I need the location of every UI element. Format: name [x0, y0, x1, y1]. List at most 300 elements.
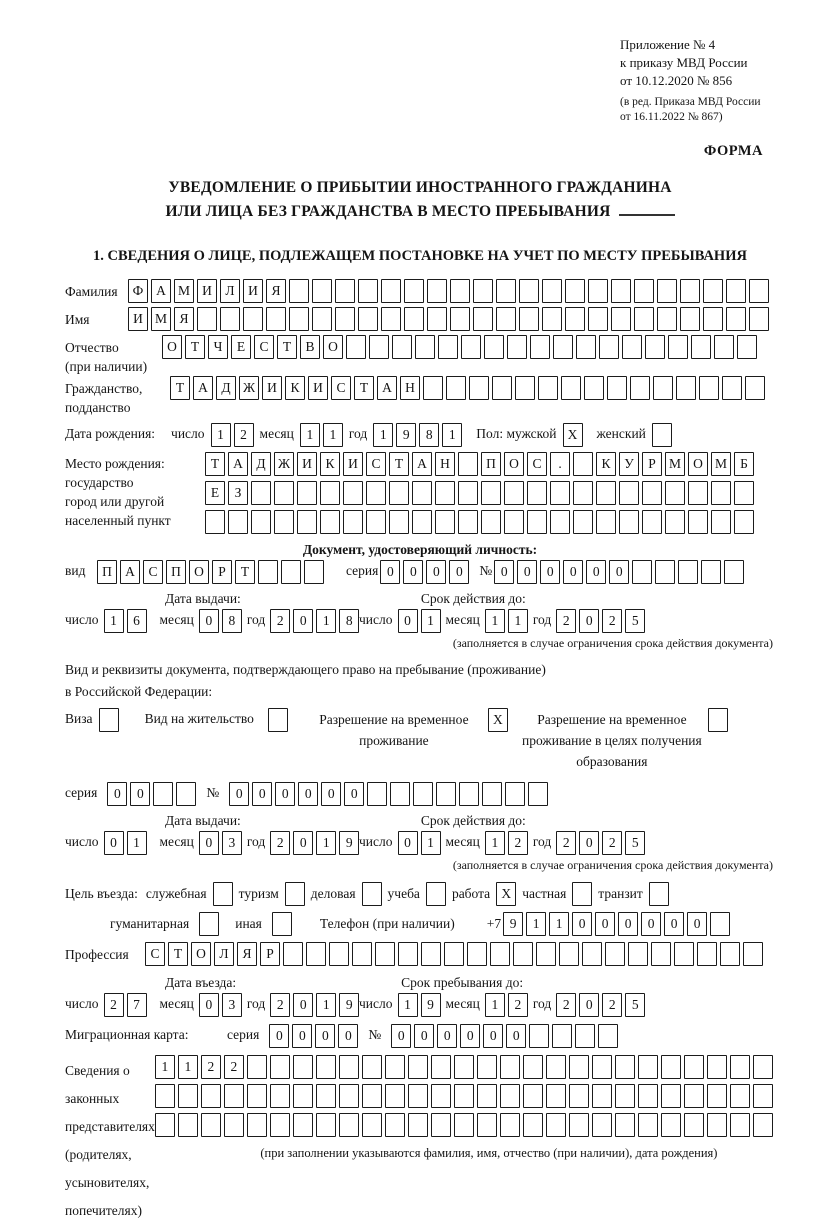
- permit-series-boxes[interactable]: [107, 782, 196, 806]
- char-box[interactable]: [655, 560, 675, 584]
- char-box[interactable]: [178, 1113, 198, 1137]
- char-box[interactable]: [459, 782, 479, 806]
- char-box[interactable]: [385, 1084, 405, 1108]
- char-box[interactable]: [588, 307, 608, 331]
- char-box[interactable]: [329, 942, 349, 966]
- char-box[interactable]: [496, 279, 516, 303]
- char-box[interactable]: [632, 560, 652, 584]
- char-box[interactable]: [661, 1084, 681, 1108]
- char-box[interactable]: [599, 335, 619, 359]
- id-issue-year-boxes[interactable]: [270, 609, 359, 633]
- char-box[interactable]: И: [128, 307, 148, 331]
- char-box[interactable]: [392, 335, 412, 359]
- char-box[interactable]: 0: [292, 1024, 312, 1048]
- mig-series-boxes[interactable]: [269, 1024, 358, 1048]
- id-valid-month-boxes[interactable]: [485, 609, 528, 633]
- char-box[interactable]: 0: [298, 782, 318, 806]
- char-box[interactable]: [573, 481, 593, 505]
- char-box[interactable]: К: [596, 452, 616, 476]
- purpose-transit-checkbox[interactable]: [649, 882, 669, 906]
- char-box[interactable]: [427, 279, 447, 303]
- purpose-tourism-checkbox[interactable]: [285, 882, 305, 906]
- purpose-study-checkbox[interactable]: [426, 882, 446, 906]
- char-box[interactable]: 1: [155, 1055, 175, 1079]
- char-box[interactable]: [99, 708, 119, 732]
- char-box[interactable]: О: [688, 452, 708, 476]
- char-box[interactable]: А: [151, 279, 171, 303]
- purpose-other-checkbox[interactable]: [272, 912, 292, 936]
- char-box[interactable]: [743, 942, 763, 966]
- purpose-private-checkbox[interactable]: [572, 882, 592, 906]
- char-box[interactable]: [684, 1084, 704, 1108]
- char-box[interactable]: [398, 942, 418, 966]
- char-box[interactable]: [199, 912, 219, 936]
- char-box[interactable]: 1: [549, 912, 569, 936]
- char-box[interactable]: П: [166, 560, 186, 584]
- char-box[interactable]: [615, 1084, 635, 1108]
- char-box[interactable]: Н: [435, 452, 455, 476]
- profession-boxes[interactable]: [145, 942, 763, 966]
- char-box[interactable]: [404, 279, 424, 303]
- char-box[interactable]: [507, 335, 527, 359]
- char-box[interactable]: [649, 882, 669, 906]
- stay-month-boxes[interactable]: [485, 993, 528, 1017]
- char-box[interactable]: [573, 510, 593, 534]
- char-box[interactable]: 2: [602, 993, 622, 1017]
- char-box[interactable]: [205, 510, 225, 534]
- char-box[interactable]: [657, 307, 677, 331]
- char-box[interactable]: 9: [503, 912, 523, 936]
- char-box[interactable]: 0: [517, 560, 537, 584]
- char-box[interactable]: [362, 882, 382, 906]
- surname-boxes[interactable]: [128, 279, 769, 303]
- char-box[interactable]: [426, 882, 446, 906]
- char-box[interactable]: 1: [178, 1055, 198, 1079]
- char-box[interactable]: 0: [229, 782, 249, 806]
- char-box[interactable]: [435, 481, 455, 505]
- char-box[interactable]: [369, 335, 389, 359]
- char-box[interactable]: 7: [127, 993, 147, 1017]
- char-box[interactable]: [642, 510, 662, 534]
- char-box[interactable]: [213, 882, 233, 906]
- char-box[interactable]: У: [619, 452, 639, 476]
- char-box[interactable]: 2: [556, 609, 576, 633]
- char-box[interactable]: Д: [216, 376, 236, 400]
- char-box[interactable]: [390, 782, 410, 806]
- char-box[interactable]: [431, 1113, 451, 1137]
- temp-residence-checkbox[interactable]: [488, 708, 508, 732]
- char-box[interactable]: [722, 376, 742, 400]
- char-box[interactable]: [274, 481, 294, 505]
- char-box[interactable]: [366, 481, 386, 505]
- char-box[interactable]: 0: [449, 560, 469, 584]
- char-box[interactable]: [312, 279, 332, 303]
- char-box[interactable]: [435, 510, 455, 534]
- char-box[interactable]: [605, 942, 625, 966]
- char-box[interactable]: Я: [237, 942, 257, 966]
- char-box[interactable]: [536, 942, 556, 966]
- char-box[interactable]: [251, 481, 271, 505]
- char-box[interactable]: [607, 376, 627, 400]
- char-box[interactable]: [708, 708, 728, 732]
- char-box[interactable]: 2: [602, 609, 622, 633]
- char-box[interactable]: 0: [199, 609, 219, 633]
- char-box[interactable]: 0: [687, 912, 707, 936]
- char-box[interactable]: Ф: [128, 279, 148, 303]
- char-box[interactable]: [711, 510, 731, 534]
- char-box[interactable]: 0: [579, 609, 599, 633]
- char-box[interactable]: К: [285, 376, 305, 400]
- char-box[interactable]: [678, 560, 698, 584]
- char-box[interactable]: [680, 307, 700, 331]
- char-box[interactable]: [381, 279, 401, 303]
- char-box[interactable]: 0: [403, 560, 423, 584]
- char-box[interactable]: 2: [270, 609, 290, 633]
- char-box[interactable]: Т: [389, 452, 409, 476]
- char-box[interactable]: 0: [199, 993, 219, 1017]
- char-box[interactable]: [385, 1113, 405, 1137]
- char-box[interactable]: 2: [270, 831, 290, 855]
- char-box[interactable]: [458, 481, 478, 505]
- char-box[interactable]: Т: [170, 376, 190, 400]
- char-box[interactable]: [389, 481, 409, 505]
- char-box[interactable]: С: [143, 560, 163, 584]
- char-box[interactable]: [653, 376, 673, 400]
- char-box[interactable]: [272, 912, 292, 936]
- char-box[interactable]: [381, 307, 401, 331]
- char-box[interactable]: [258, 560, 278, 584]
- char-box[interactable]: [454, 1113, 474, 1137]
- permit-issue-year-boxes[interactable]: [270, 831, 359, 855]
- char-box[interactable]: [312, 307, 332, 331]
- char-box[interactable]: [753, 1055, 773, 1079]
- char-box[interactable]: И: [297, 452, 317, 476]
- char-box[interactable]: 0: [563, 560, 583, 584]
- char-box[interactable]: [247, 1084, 267, 1108]
- char-box[interactable]: [707, 1055, 727, 1079]
- char-box[interactable]: [530, 335, 550, 359]
- char-box[interactable]: [576, 335, 596, 359]
- char-box[interactable]: [500, 1055, 520, 1079]
- char-box[interactable]: П: [481, 452, 501, 476]
- char-box[interactable]: [753, 1084, 773, 1108]
- char-box[interactable]: [293, 1084, 313, 1108]
- char-box[interactable]: [415, 335, 435, 359]
- char-box[interactable]: [569, 1113, 589, 1137]
- char-box[interactable]: С: [527, 452, 547, 476]
- char-box[interactable]: С: [254, 335, 274, 359]
- char-box[interactable]: 0: [579, 993, 599, 1017]
- char-box[interactable]: [553, 335, 573, 359]
- char-box[interactable]: [504, 481, 524, 505]
- char-box[interactable]: М: [151, 307, 171, 331]
- char-box[interactable]: 0: [398, 831, 418, 855]
- char-box[interactable]: Т: [277, 335, 297, 359]
- entry-year-boxes[interactable]: [270, 993, 359, 1017]
- char-box[interactable]: 1: [373, 423, 393, 447]
- char-box[interactable]: 3: [222, 993, 242, 1017]
- char-box[interactable]: [412, 510, 432, 534]
- birth-month-boxes[interactable]: [300, 423, 343, 447]
- char-box[interactable]: [665, 510, 685, 534]
- char-box[interactable]: [316, 1084, 336, 1108]
- char-box[interactable]: [454, 1084, 474, 1108]
- char-box[interactable]: [523, 1113, 543, 1137]
- char-box[interactable]: [523, 1084, 543, 1108]
- char-box[interactable]: [505, 782, 525, 806]
- char-box[interactable]: [665, 481, 685, 505]
- char-box[interactable]: [749, 279, 769, 303]
- char-box[interactable]: 0: [391, 1024, 411, 1048]
- char-box[interactable]: 1: [485, 609, 505, 633]
- char-box[interactable]: 0: [595, 912, 615, 936]
- char-box[interactable]: [513, 942, 533, 966]
- char-box[interactable]: [572, 882, 592, 906]
- permit-number-boxes[interactable]: [229, 782, 548, 806]
- char-box[interactable]: 0: [380, 560, 400, 584]
- char-box[interactable]: [481, 481, 501, 505]
- char-box[interactable]: [458, 452, 478, 476]
- char-box[interactable]: [749, 307, 769, 331]
- char-box[interactable]: [561, 376, 581, 400]
- char-box[interactable]: 1: [316, 831, 336, 855]
- char-box[interactable]: [389, 510, 409, 534]
- char-box[interactable]: 1: [127, 831, 147, 855]
- char-box[interactable]: [176, 782, 196, 806]
- char-box[interactable]: А: [377, 376, 397, 400]
- char-box[interactable]: [500, 1084, 520, 1108]
- char-box[interactable]: [720, 942, 740, 966]
- stay-day-boxes[interactable]: [398, 993, 441, 1017]
- char-box[interactable]: [619, 481, 639, 505]
- char-box[interactable]: С: [366, 452, 386, 476]
- char-box[interactable]: 0: [338, 1024, 358, 1048]
- char-box[interactable]: [293, 1113, 313, 1137]
- char-box[interactable]: [385, 1055, 405, 1079]
- char-box[interactable]: .: [550, 452, 570, 476]
- char-box[interactable]: [701, 560, 721, 584]
- char-box[interactable]: [197, 307, 217, 331]
- char-box[interactable]: 1: [316, 993, 336, 1017]
- char-box[interactable]: [730, 1113, 750, 1137]
- char-box[interactable]: [477, 1113, 497, 1137]
- char-box[interactable]: [745, 376, 765, 400]
- char-box[interactable]: [638, 1084, 658, 1108]
- char-box[interactable]: [220, 307, 240, 331]
- char-box[interactable]: [569, 1055, 589, 1079]
- char-box[interactable]: [446, 376, 466, 400]
- char-box[interactable]: [375, 942, 395, 966]
- permit-valid-year-boxes[interactable]: [556, 831, 645, 855]
- char-box[interactable]: [343, 481, 363, 505]
- char-box[interactable]: [622, 335, 642, 359]
- char-box[interactable]: 1: [104, 609, 124, 633]
- char-box[interactable]: [251, 510, 271, 534]
- char-box[interactable]: [431, 1084, 451, 1108]
- char-box[interactable]: [730, 1084, 750, 1108]
- char-box[interactable]: [201, 1084, 221, 1108]
- char-box[interactable]: О: [162, 335, 182, 359]
- char-box[interactable]: 1: [421, 609, 441, 633]
- char-box[interactable]: 3: [222, 831, 242, 855]
- char-box[interactable]: [438, 335, 458, 359]
- char-box[interactable]: [304, 560, 324, 584]
- char-box[interactable]: [710, 912, 730, 936]
- char-box[interactable]: [569, 1084, 589, 1108]
- char-box[interactable]: Б: [734, 452, 754, 476]
- char-box[interactable]: [450, 279, 470, 303]
- char-box[interactable]: И: [262, 376, 282, 400]
- char-box[interactable]: 0: [104, 831, 124, 855]
- char-box[interactable]: 5: [625, 993, 645, 1017]
- char-box[interactable]: [281, 560, 301, 584]
- char-box[interactable]: [552, 1024, 572, 1048]
- char-box[interactable]: [638, 1055, 658, 1079]
- char-box[interactable]: М: [711, 452, 731, 476]
- char-box[interactable]: [550, 481, 570, 505]
- char-box[interactable]: 0: [414, 1024, 434, 1048]
- char-box[interactable]: [519, 307, 539, 331]
- char-box[interactable]: Л: [220, 279, 240, 303]
- char-box[interactable]: [274, 510, 294, 534]
- sex-male-checkbox[interactable]: [563, 423, 583, 447]
- id-issue-day-boxes[interactable]: [104, 609, 147, 633]
- char-box[interactable]: [538, 376, 558, 400]
- char-box[interactable]: 2: [556, 831, 576, 855]
- char-box[interactable]: Я: [174, 307, 194, 331]
- char-box[interactable]: [343, 510, 363, 534]
- char-box[interactable]: [734, 510, 754, 534]
- purpose-official-checkbox[interactable]: [213, 882, 233, 906]
- char-box[interactable]: Т: [185, 335, 205, 359]
- char-box[interactable]: К: [320, 452, 340, 476]
- char-box[interactable]: 2: [270, 993, 290, 1017]
- char-box[interactable]: [684, 1113, 704, 1137]
- char-box[interactable]: 1: [485, 993, 505, 1017]
- char-box[interactable]: 0: [641, 912, 661, 936]
- char-box[interactable]: [588, 279, 608, 303]
- char-box[interactable]: [413, 782, 433, 806]
- char-box[interactable]: [473, 307, 493, 331]
- char-box[interactable]: [565, 307, 585, 331]
- char-box[interactable]: [247, 1113, 267, 1137]
- char-box[interactable]: [707, 1113, 727, 1137]
- birth-day-boxes[interactable]: [211, 423, 254, 447]
- char-box[interactable]: [362, 1084, 382, 1108]
- char-box[interactable]: Ч: [208, 335, 228, 359]
- char-box[interactable]: [352, 942, 372, 966]
- char-box[interactable]: [546, 1084, 566, 1108]
- char-box[interactable]: [270, 1084, 290, 1108]
- char-box[interactable]: [320, 481, 340, 505]
- char-box[interactable]: А: [193, 376, 213, 400]
- citizenship-boxes[interactable]: [170, 376, 765, 400]
- given-name-boxes[interactable]: [128, 307, 769, 331]
- char-box[interactable]: [306, 942, 326, 966]
- char-box[interactable]: [596, 481, 616, 505]
- char-box[interactable]: 2: [104, 993, 124, 1017]
- char-box[interactable]: 0: [579, 831, 599, 855]
- char-box[interactable]: 0: [293, 993, 313, 1017]
- char-box[interactable]: Ж: [274, 452, 294, 476]
- char-box[interactable]: [688, 510, 708, 534]
- char-box[interactable]: Т: [235, 560, 255, 584]
- char-box[interactable]: 0: [293, 831, 313, 855]
- char-box[interactable]: 0: [586, 560, 606, 584]
- char-box[interactable]: И: [308, 376, 328, 400]
- char-box[interactable]: [527, 481, 547, 505]
- char-box[interactable]: И: [343, 452, 363, 476]
- char-box[interactable]: [201, 1113, 221, 1137]
- char-box[interactable]: [734, 481, 754, 505]
- char-box[interactable]: [676, 376, 696, 400]
- permit-valid-month-boxes[interactable]: [485, 831, 528, 855]
- char-box[interactable]: 1: [211, 423, 231, 447]
- char-box[interactable]: [575, 1024, 595, 1048]
- char-box[interactable]: М: [665, 452, 685, 476]
- char-box[interactable]: 5: [625, 609, 645, 633]
- patronymic-boxes[interactable]: [162, 335, 757, 359]
- char-box[interactable]: X: [488, 708, 508, 732]
- char-box[interactable]: [335, 279, 355, 303]
- char-box[interactable]: [565, 279, 585, 303]
- char-box[interactable]: Л: [214, 942, 234, 966]
- char-box[interactable]: П: [97, 560, 117, 584]
- entry-day-boxes[interactable]: [104, 993, 147, 1017]
- char-box[interactable]: 2: [508, 831, 528, 855]
- char-box[interactable]: [634, 307, 654, 331]
- char-box[interactable]: [592, 1084, 612, 1108]
- char-box[interactable]: М: [174, 279, 194, 303]
- char-box[interactable]: 0: [398, 609, 418, 633]
- char-box[interactable]: [316, 1113, 336, 1137]
- char-box[interactable]: 0: [130, 782, 150, 806]
- temp-residence-edu-checkbox[interactable]: [708, 708, 728, 732]
- char-box[interactable]: [450, 307, 470, 331]
- char-box[interactable]: [484, 335, 504, 359]
- char-box[interactable]: [703, 307, 723, 331]
- purpose-humanitarian-checkbox[interactable]: [199, 912, 219, 936]
- char-box[interactable]: 0: [460, 1024, 480, 1048]
- char-box[interactable]: И: [197, 279, 217, 303]
- char-box[interactable]: [423, 376, 443, 400]
- char-box[interactable]: [714, 335, 734, 359]
- char-box[interactable]: [519, 279, 539, 303]
- char-box[interactable]: 0: [572, 912, 592, 936]
- char-box[interactable]: [515, 376, 535, 400]
- char-box[interactable]: А: [120, 560, 140, 584]
- char-box[interactable]: [546, 1055, 566, 1079]
- char-box[interactable]: [427, 307, 447, 331]
- char-box[interactable]: [320, 510, 340, 534]
- char-box[interactable]: С: [331, 376, 351, 400]
- id-valid-day-boxes[interactable]: [398, 609, 441, 633]
- char-box[interactable]: [730, 1055, 750, 1079]
- char-box[interactable]: [404, 307, 424, 331]
- char-box[interactable]: 0: [252, 782, 272, 806]
- char-box[interactable]: [228, 510, 248, 534]
- char-box[interactable]: 2: [556, 993, 576, 1017]
- char-box[interactable]: [431, 1055, 451, 1079]
- char-box[interactable]: О: [189, 560, 209, 584]
- char-box[interactable]: Н: [400, 376, 420, 400]
- char-box[interactable]: [642, 481, 662, 505]
- char-box[interactable]: [638, 1113, 658, 1137]
- char-box[interactable]: А: [412, 452, 432, 476]
- char-box[interactable]: И: [243, 279, 263, 303]
- purpose-work-checkbox[interactable]: [496, 882, 516, 906]
- char-box[interactable]: [573, 452, 593, 476]
